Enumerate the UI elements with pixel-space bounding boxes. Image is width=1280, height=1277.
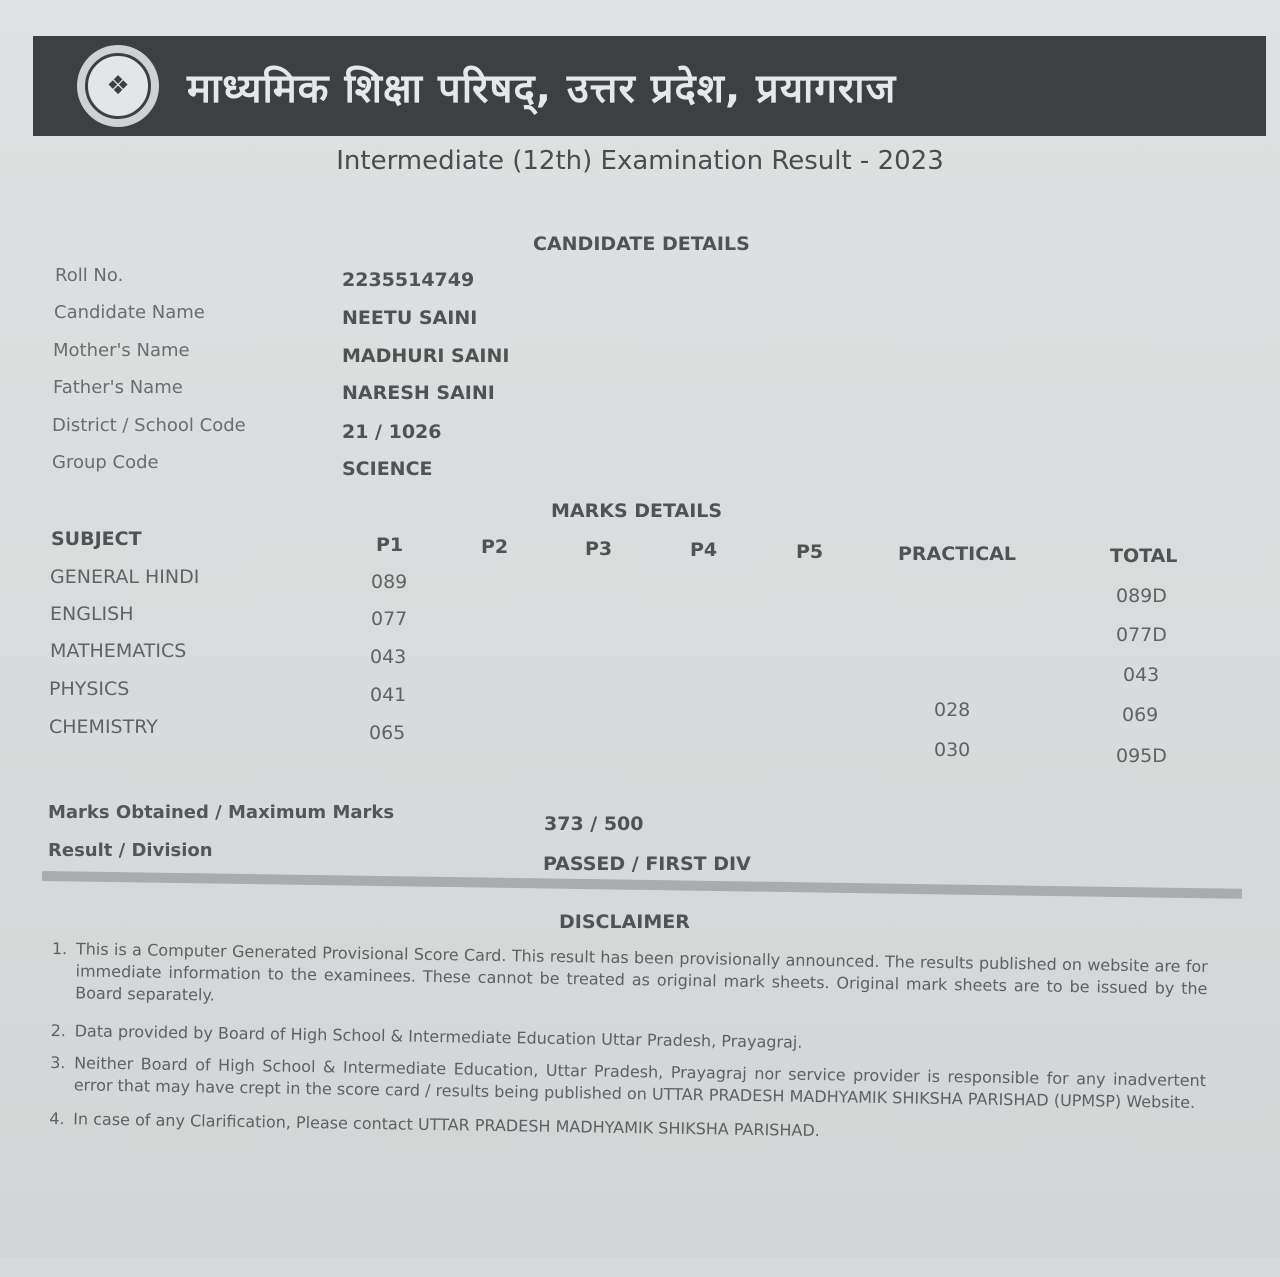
marks-obtained-value: 373 / 500 bbox=[544, 813, 644, 835]
district-school-code-label: District / School Code bbox=[52, 415, 246, 436]
mother-name-value: MADHURI SAINI bbox=[342, 345, 510, 367]
subject-cell: GENERAL HINDI bbox=[50, 566, 200, 588]
total-cell: 069 bbox=[1122, 704, 1159, 726]
total-cell: 043 bbox=[1123, 664, 1160, 686]
total-cell: 095D bbox=[1116, 745, 1167, 767]
candidate-name-label: Candidate Name bbox=[54, 302, 205, 323]
roll-no-label: Roll No. bbox=[55, 265, 124, 286]
district-school-code-value: 21 / 1026 bbox=[342, 421, 442, 443]
disclaimer-item: 2. Data provided by Board of High School & Intermediate Education Uttar Pradesh, Prayagraj. bbox=[50, 1020, 803, 1052]
result-division-label: Result / Division bbox=[48, 840, 213, 861]
mother-name-label: Mother's Name bbox=[53, 340, 190, 361]
subject-cell: CHEMISTRY bbox=[49, 716, 158, 738]
disclaimer-item: 4. In case of any Clarification, Please contact UTTAR PRADESH MADHYAMIK SHIKSHA PARISHAD. bbox=[49, 1108, 820, 1141]
candidate-details-title: CANDIDATE DETAILS bbox=[533, 233, 750, 255]
header-p4: P4 bbox=[690, 539, 718, 561]
exam-title: Intermediate (12th) Examination Result - 2023 bbox=[336, 146, 944, 176]
father-name-value: NARESH SAINI bbox=[342, 382, 495, 404]
header-p2: P2 bbox=[481, 536, 509, 558]
marks-details-title: MARKS DETAILS bbox=[551, 500, 723, 522]
father-name-label: Father's Name bbox=[53, 377, 183, 398]
p1-cell: 043 bbox=[370, 646, 407, 668]
group-code-value: SCIENCE bbox=[342, 458, 433, 480]
subject-cell: ENGLISH bbox=[50, 603, 134, 625]
total-cell: 089D bbox=[1116, 585, 1167, 607]
disclaimer-item: 3. Neither Board of High School & Intermediate Education, Uttar Pradesh, Prayagraj nor service provider is responsible for any inadvertent error that may have crept in the score card / results being published on UTTAR PRADESH MADHYAMIK SHIKSHA PARISHAD (UPMSP) Website. bbox=[50, 1052, 1207, 1112]
header-p3: P3 bbox=[585, 538, 613, 560]
disclaimer-item: 1. This is a Computer Generated Provisional Score Card. This result has been provisionally announced. The results published on website are for immediate information to the examinees. These cannot be treated as original mark sheets. Original mark sheets are to be issued by the Board separately. bbox=[51, 939, 1208, 1005]
upmsp-seal-icon: ❖ bbox=[77, 45, 159, 127]
disclaimer-title: DISCLAIMER bbox=[559, 911, 690, 933]
header-total: TOTAL bbox=[1110, 545, 1178, 567]
practical-cell: 030 bbox=[934, 739, 971, 761]
candidate-name-value: NEETU SAINI bbox=[342, 307, 478, 329]
board-name-hindi: माध्यमिक शिक्षा परिषद्, उत्तर प्रदेश, प्रयागराज bbox=[187, 65, 897, 112]
subject-cell: MATHEMATICS bbox=[50, 640, 187, 662]
subject-cell: PHYSICS bbox=[49, 678, 130, 700]
marks-obtained-label: Marks Obtained / Maximum Marks bbox=[48, 802, 395, 823]
header-p1: P1 bbox=[376, 534, 404, 556]
result-division-value: PASSED / FIRST DIV bbox=[543, 853, 751, 875]
p1-cell: 065 bbox=[369, 722, 406, 744]
header-p5: P5 bbox=[796, 541, 824, 563]
total-cell: 077D bbox=[1116, 624, 1167, 646]
p1-cell: 089 bbox=[371, 571, 408, 593]
group-code-label: Group Code bbox=[52, 452, 159, 473]
header-practical: PRACTICAL bbox=[898, 543, 1016, 565]
practical-cell: 028 bbox=[934, 699, 971, 721]
roll-no-value: 2235514749 bbox=[342, 269, 475, 291]
p1-cell: 041 bbox=[370, 684, 407, 706]
p1-cell: 077 bbox=[371, 608, 408, 630]
header-subject: SUBJECT bbox=[51, 528, 142, 550]
